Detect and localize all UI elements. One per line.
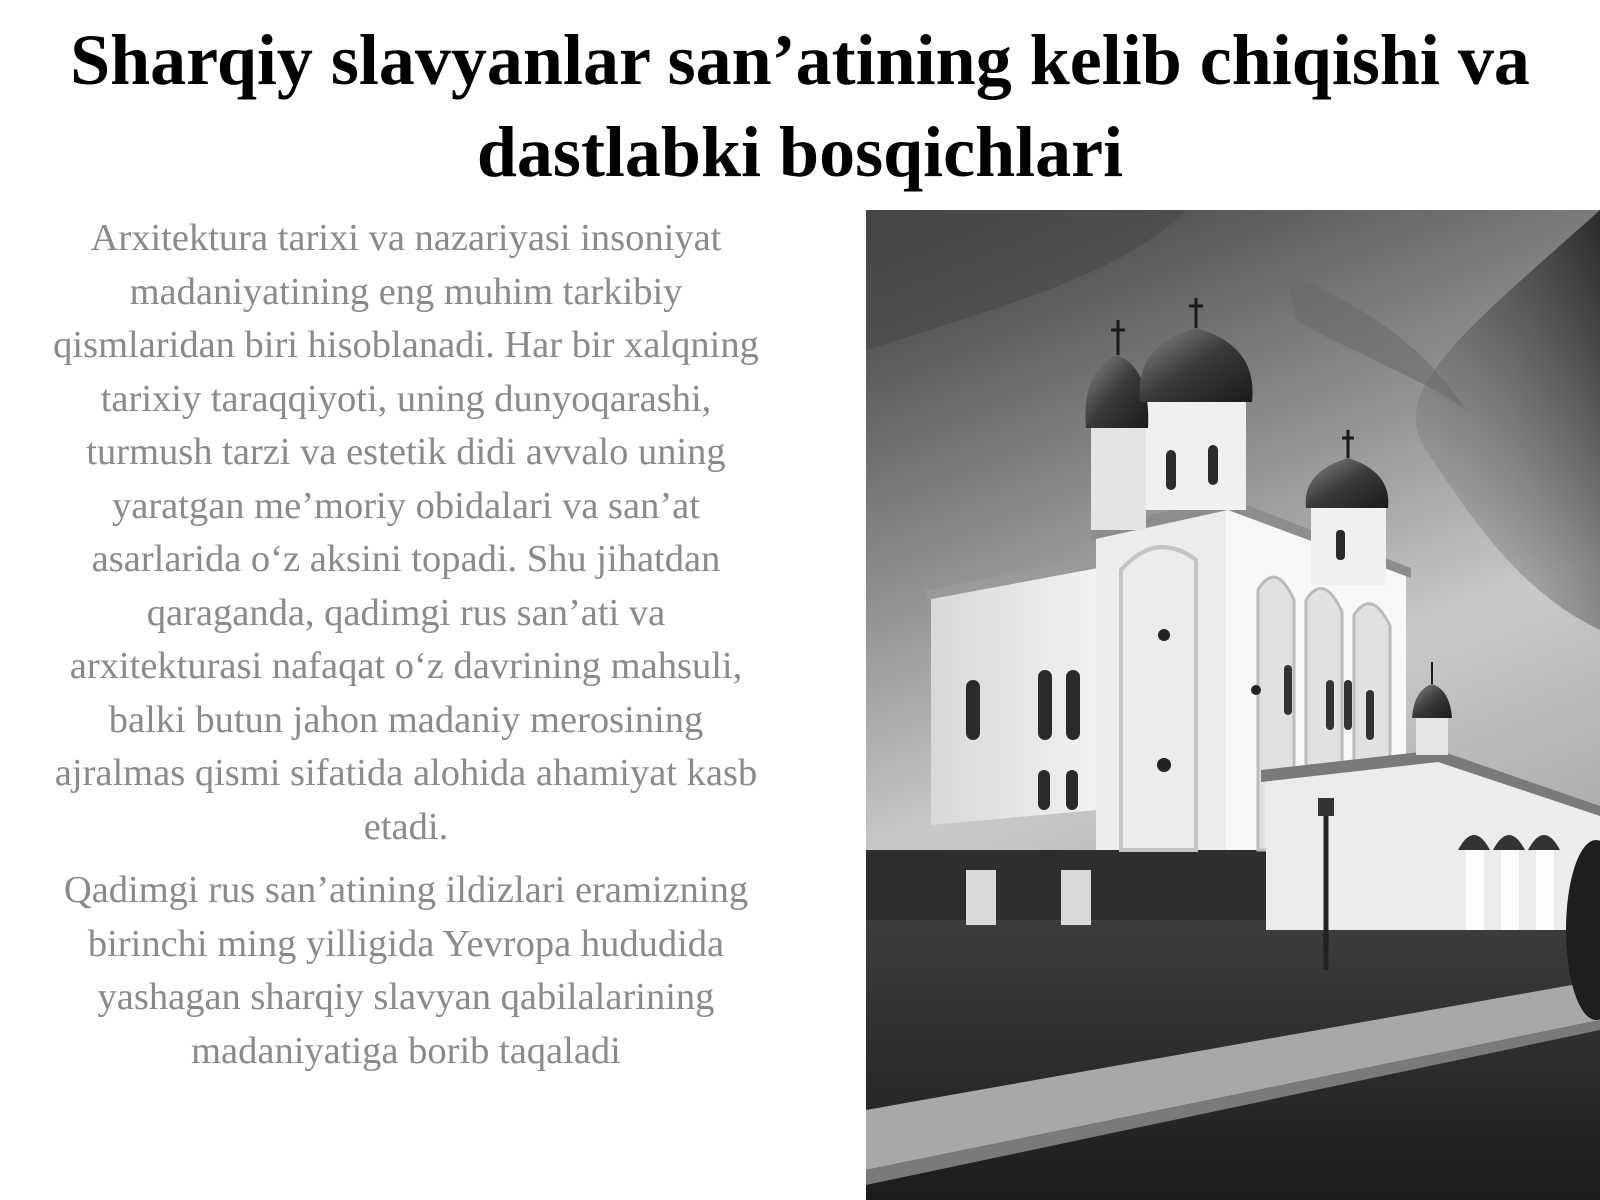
slide-title: Sharqiy slavyanlar san’atining kelib chiqishi va dastlabki bosqichlari <box>70 20 1530 192</box>
main-block-front <box>1096 502 1226 850</box>
paragraph-2: Qadimgi rus san’atining ildizlari eramizning birinchi ming yilligida Yevropa hududida yashagan sharqiy slavyan qabilalarining madaniyatiga borib taqaladi <box>63 869 749 1072</box>
paragraph-1: Arxitektura tarixi va nazariyasi insoniyat madaniyatining eng muhim tarkibiy qismlaridan biri hisoblanadi. Har bir xalqning tarixiy taraqqiyoti, uning dunyoqarashi, turmush tarzi va estetik didi avvalo uning yaratgan me’moriy obidalari va san’at asarlarida oʻz aksini topadi. Shu jihatdan qaraganda, qadimgi rus san’ati va arxitekturasi nafaqat oʻz davrining mahsuli, balki butun jahon madaniy merosining ajralmas qismi sifatida alohida ahamiyat kasb etadi. <box>53 217 759 848</box>
left-drum <box>1091 425 1146 530</box>
cathedral-photo <box>866 210 1600 1200</box>
central-drum <box>1146 400 1246 510</box>
right-drum <box>1311 505 1386 585</box>
body-text <box>50 212 762 1088</box>
